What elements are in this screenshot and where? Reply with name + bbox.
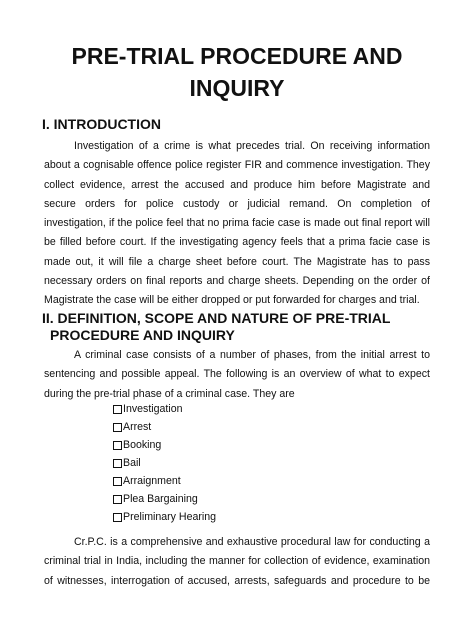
paragraph-line: criminal trial in India, including the manner for collection of evidence, examination [44, 555, 430, 568]
title-line-1: PRE-TRIAL PROCEDURE AND [71, 43, 403, 69]
paragraph-line: during the pre-trial phase of a criminal case. They are [44, 387, 295, 400]
introduction-paragraph [44, 137, 430, 311]
checkbox-bullet-icon [113, 423, 122, 432]
paragraph-line: sentencing and possible appeal. The following is an overview of what to expect [44, 368, 430, 381]
paragraph-line: collect evidence, arrest the accused and produce him before Magistrate and [44, 178, 430, 191]
paragraph-line: Magistrate the case will be either dropped or put forwarded for charges and trial. [44, 294, 420, 307]
paragraph-line: Cr.P.C. is a comprehensive and exhaustive procedural law for conducting a [74, 536, 430, 548]
paragraph-line: necessary orders on final reports and charge sheets. Depending on the order of [44, 275, 430, 288]
section-heading-line-2: PROCEDURE AND INQUIRY [50, 327, 235, 343]
paragraph-line: investigation, if the police feel that no prima facie case is made out final report will [44, 217, 430, 230]
checkbox-bullet-icon [113, 459, 122, 468]
list-item: Booking [113, 436, 216, 454]
page-title [0, 40, 474, 104]
checkbox-bullet-icon [113, 495, 122, 504]
crpc-paragraph [44, 533, 430, 591]
paragraph-line: about a cognisable offence police register FIR and commence investigation. They [44, 159, 430, 172]
definition-paragraph [44, 346, 430, 404]
list-item: Plea Bargaining [113, 490, 216, 508]
section-heading-line-1: II. DEFINITION, SCOPE AND NATURE OF PRE-TRIAL [42, 310, 391, 326]
checkbox-bullet-icon [113, 441, 122, 450]
section-heading-definition [42, 310, 390, 344]
list-item: Bail [113, 454, 216, 472]
section-heading-introduction: I. INTRODUCTION [42, 116, 161, 132]
list-item: Arraignment [113, 472, 216, 490]
phase-list [113, 400, 216, 526]
checkbox-bullet-icon [113, 405, 122, 414]
checkbox-bullet-icon [113, 513, 122, 522]
paragraph-line: secure orders for police custody or judicial remand. On completion of [44, 197, 430, 210]
title-line-2: INQUIRY [189, 75, 285, 101]
checkbox-bullet-icon [113, 477, 122, 486]
paragraph-line: A criminal case consists of a number of phases, from the initial arrest to [74, 349, 430, 361]
paragraph-line: of witnesses, interrogation of accused, arrests, safeguards and procedure to be [44, 574, 430, 587]
list-item: Investigation [113, 400, 216, 418]
paragraph-line: made out, it will file a charge sheet before court. The Magistrate has to pass [44, 255, 430, 268]
list-item: Arrest [113, 418, 216, 436]
list-item: Preliminary Hearing [113, 508, 216, 526]
paragraph-line: Investigation of a crime is what precedes trial. On receiving information [74, 140, 430, 152]
paragraph-line: be filled before court. If the investigating agency feels that a prima facie case is [44, 236, 430, 249]
